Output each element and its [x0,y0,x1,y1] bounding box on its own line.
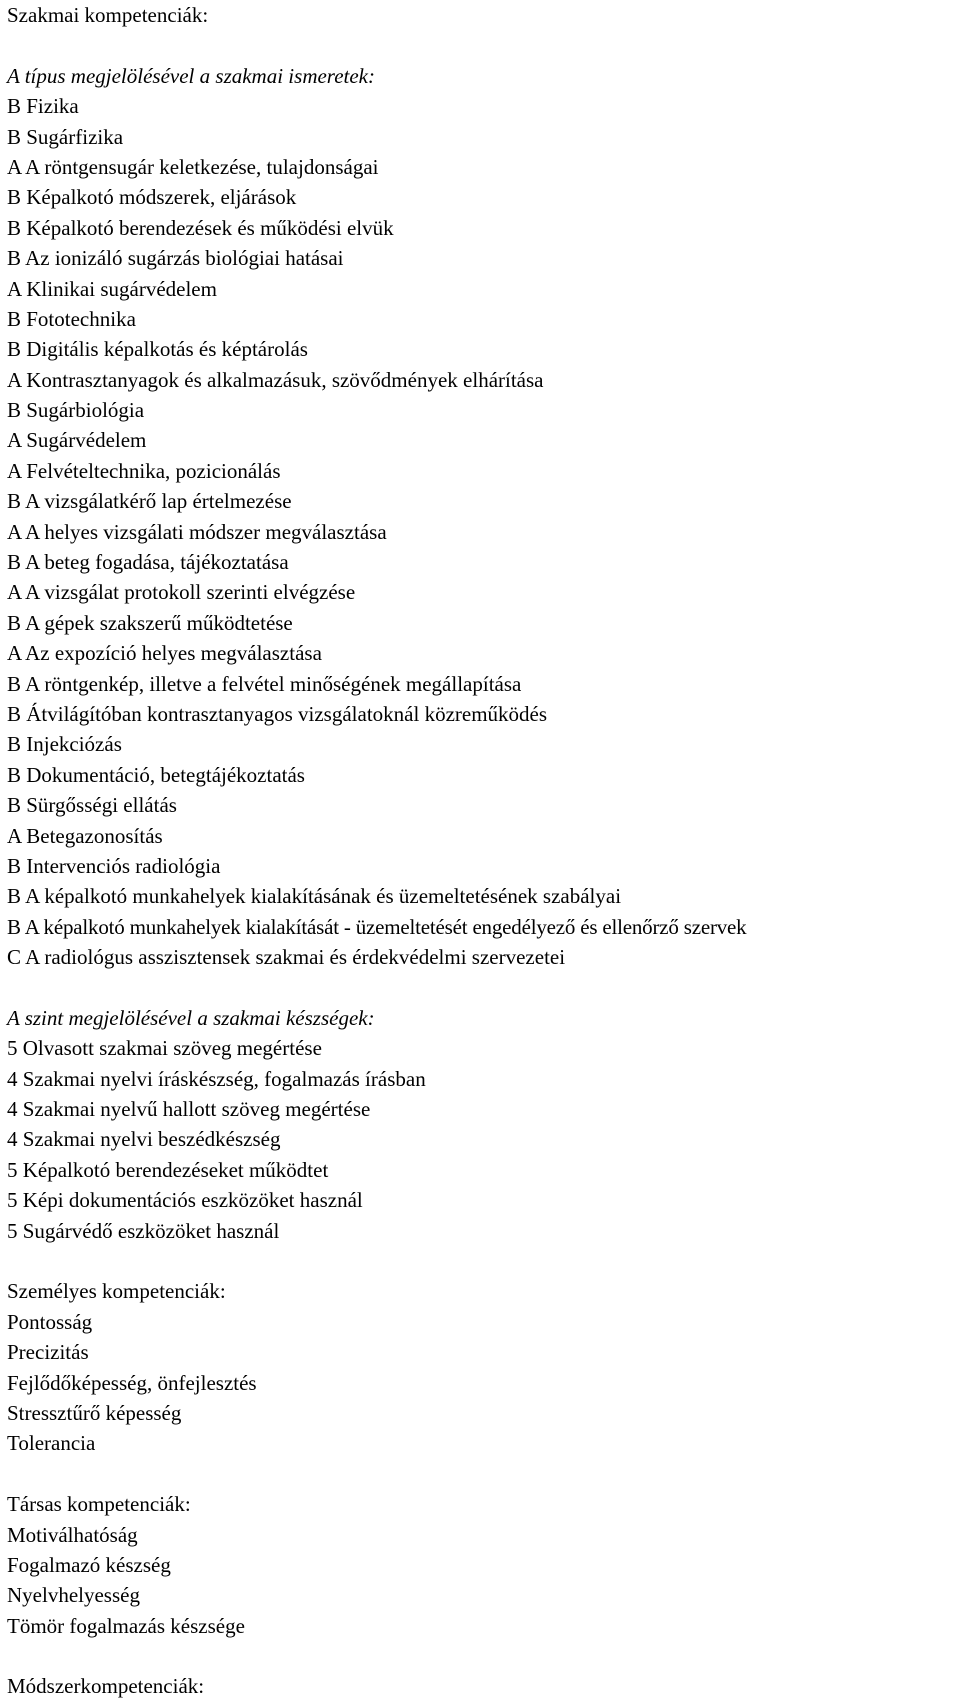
knowledge-item: B Digitális képalkotás és képtárolás [7,337,308,362]
spacer [7,973,957,1003]
skill-item: 4 Szakmai nyelvi beszédkészség [7,1127,281,1152]
knowledge-item: B Sürgősségi ellátás [7,793,177,818]
knowledge-item: C A radiológus asszisztensek szakmai és érdekvédelmi szervezetei [7,945,566,970]
section-title: Szakmai kompetenciák: [7,3,209,27]
knowledge-item: A Betegazonosítás [7,823,163,848]
knowledge-item: A Kontrasztanyagok és alkalmazásuk, szövődmények elhárítása [7,367,544,392]
knowledge-item: B Az ionizáló sugárzás biológiai hatásai [7,246,344,271]
knowledge-item: B Injekciózás [7,732,122,757]
knowledge-item: B Fototechnika [7,306,136,331]
knowledge-item: A Sugárvédelem [7,428,147,453]
personal-list [7,1307,957,1459]
personal-heading: Személyes kompetenciák: [7,1279,226,1304]
social-item: Nyelvhelyesség [7,1583,140,1608]
knowledge-item: B A röntgenkép, illetve a felvétel minőségének megállapítása [7,671,522,696]
knowledge-item: B Dokumentáció, betegtájékoztatás [7,762,305,787]
skill-item: 4 Szakmai nyelvű hallott szöveg megértése [7,1097,371,1122]
knowledge-item: A A röntgensugár keletkezése, tulajdonságai [7,154,379,179]
knowledge-item: B Képalkotó berendezések és működési elvük [7,215,394,240]
knowledge-item: B A képalkotó munkahelyek kialakítását - üzemeltetését engedélyező és ellenőrző szervek [7,914,747,939]
knowledge-heading: A típus megjelölésével a szakmai ismeretek: [7,63,375,88]
knowledge-item: B A gépek szakszerű működtetése [7,610,293,635]
knowledge-item: A Klinikai sugárvédelem [7,276,217,301]
spacer [7,1459,957,1489]
knowledge-item: B Fizika [7,94,79,119]
knowledge-item: B A vizsgálatkérő lap értelmezése [7,489,292,514]
knowledge-item: B Átvilágítóban kontrasztanyagos vizsgálatoknál közreműködés [7,701,548,726]
skill-item: 5 Olvasott szakmai szöveg megértése [7,1036,322,1061]
skill-item: 5 Képalkotó berendezéseket működtet [7,1157,329,1182]
knowledge-item: A A helyes vizsgálati módszer megválasztása [7,519,387,544]
knowledge-item: A Felvételtechnika, pozicionálás [7,458,281,483]
spacer [7,1641,957,1671]
knowledge-item: B Képalkotó módszerek, eljárások [7,185,297,210]
knowledge-list [7,91,957,972]
knowledge-item: A A vizsgálat protokoll szerinti elvégzése [7,580,356,605]
skill-item: 5 Képi dokumentációs eszközöket használ [7,1188,363,1213]
social-list [7,1520,957,1642]
knowledge-item: B Intervenciós radiológia [7,853,221,878]
personal-item: Pontosság [7,1309,93,1334]
social-item: Motiválhatóság [7,1522,138,1547]
knowledge-item: B A beteg fogadása, tájékoztatása [7,550,289,575]
social-heading: Társas kompetenciák: [7,1492,191,1517]
personal-item: Precizitás [7,1340,89,1365]
spacer [7,30,957,60]
social-item: Fogalmazó készség [7,1552,171,1577]
personal-item: Fejlődőképesség, önfejlesztés [7,1370,257,1395]
knowledge-item: A Az expozíció helyes megválasztása [7,641,322,666]
personal-item: Stressztűrő képesség [7,1400,182,1425]
knowledge-item: B A képalkotó munkahelyek kialakításának és üzemeltetésének szabályai [7,884,622,909]
document-page [7,0,957,1702]
skills-list [7,1033,957,1246]
knowledge-item: B Sugárbiológia [7,398,145,423]
skill-item: 5 Sugárvédő eszközöket használ [7,1218,280,1243]
skill-item: 4 Szakmai nyelvi íráskészség, fogalmazás írásban [7,1066,426,1091]
spacer [7,1246,957,1276]
methods-heading: Módszerkompetenciák: [7,1674,205,1699]
personal-item: Tolerancia [7,1431,96,1456]
skills-heading: A szint megjelölésével a szakmai készségek: [7,1005,375,1030]
knowledge-item: B Sugárfizika [7,124,124,149]
social-item: Tömör fogalmazás készsége [7,1613,245,1638]
